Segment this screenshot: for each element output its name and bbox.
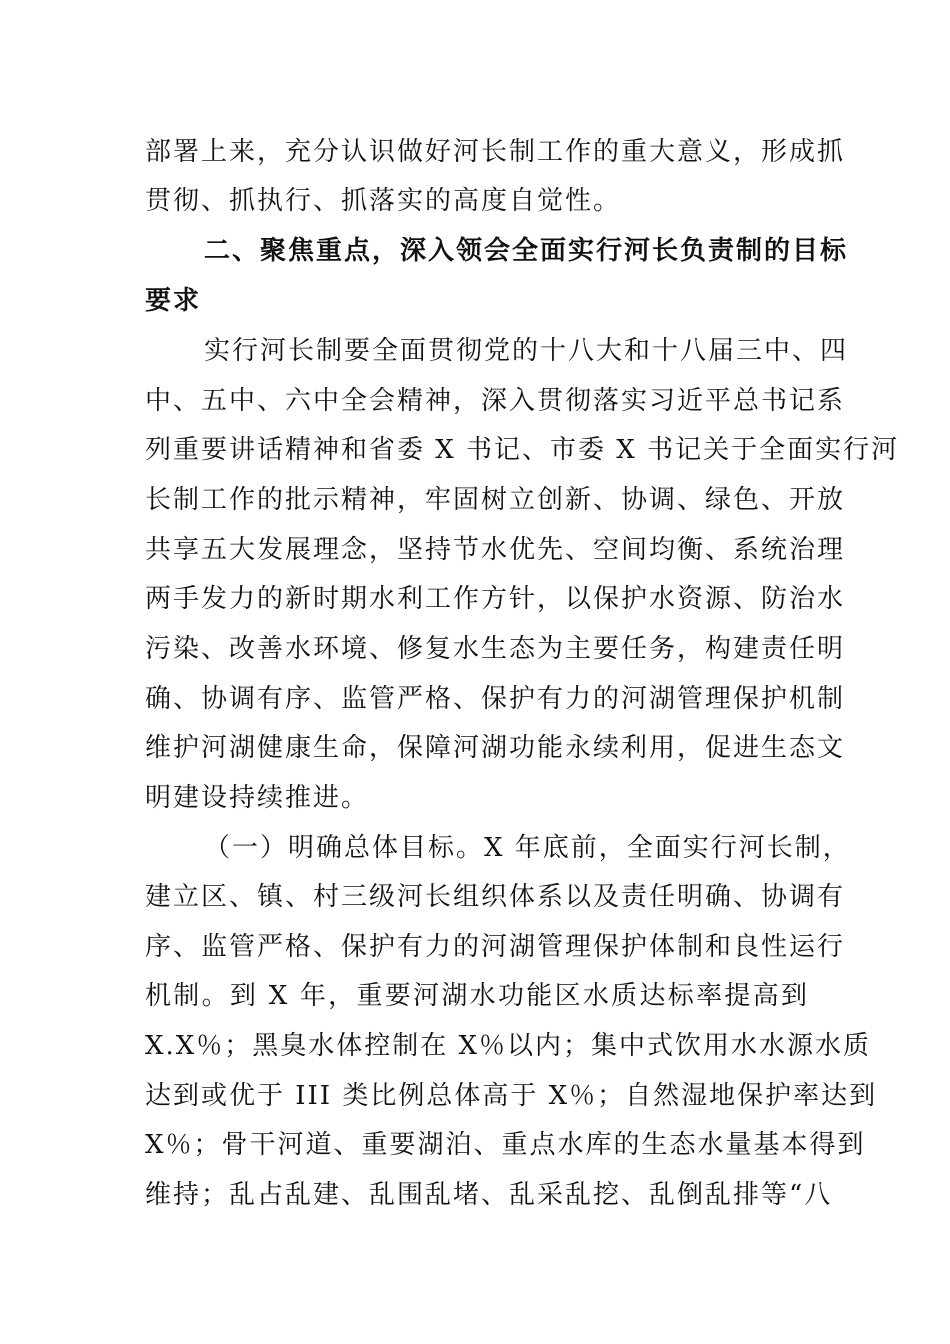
body-text-line: 污染、改善水环境、修复水生态为主要任务，构建责任明 (145, 634, 846, 664)
body-text-line: 共享五大发展理念，坚持节水优先、空间均衡、系统治理 (145, 535, 846, 565)
body-text-line: 明建设持续推进。 (145, 783, 370, 813)
body-text-line: 部署上来，充分认识做好河长制工作的重大意义，形成抓 (145, 137, 846, 167)
section-heading-line: 要求 (145, 286, 202, 316)
body-text-line: 实行河长制要全面贯彻党的十八大和十八届三中、四 (204, 336, 849, 366)
body-text-line: X.X％；黑臭水体控制在 X％以内；集中式饮用水水源水质 (145, 1031, 872, 1061)
body-text-line: 建立区、镇、村三级河长组织体系以及责任明确、协调有 (145, 882, 846, 912)
body-text-line: 中、五中、六中全会精神，深入贯彻落实习近平总书记系 (145, 386, 846, 416)
body-text-line: 长制工作的批示精神，牢固树立创新、协调、绿色、开放 (145, 485, 846, 515)
body-text-line: 达到或优于 III 类比例总体高于 X％；自然湿地保护率达到 (145, 1081, 878, 1111)
body-text-line: （一）明确总体目标。X 年底前，全面实行河长制， (204, 833, 851, 863)
body-text-line: 两手发力的新时期水利工作方针，以保护水资源、防治水 (145, 584, 846, 614)
body-text-line: 序、监管严格、保护有力的河湖管理保护体制和良性运行 (145, 932, 846, 962)
body-text-line: 机制。到 X 年，重要河湖水功能区水质达标率提高到 (145, 981, 809, 1011)
body-text-line: 贯彻、抓执行、抓落实的高度自觉性。 (145, 186, 622, 216)
body-text-line: 维护河湖健康生命，保障河湖功能永续利用，促进生态文 (145, 733, 846, 763)
body-text-line: 确、协调有序、监管严格、保护有力的河湖管理保护机制 (145, 684, 846, 714)
body-text-line: 维持；乱占乱建、乱围乱堵、乱采乱挖、乱倒乱排等“八 (145, 1180, 833, 1210)
body-text-line: X％；骨干河道、重要湖泊、重点水库的生态水量基本得到 (145, 1130, 866, 1160)
section-heading-line: 二、聚焦重点，深入领会全面实行河长负责制的目标 (204, 236, 849, 266)
body-text-line: 列重要讲话精神和省委 X 书记、市委 X 书记关于全面实行河 (145, 435, 900, 465)
